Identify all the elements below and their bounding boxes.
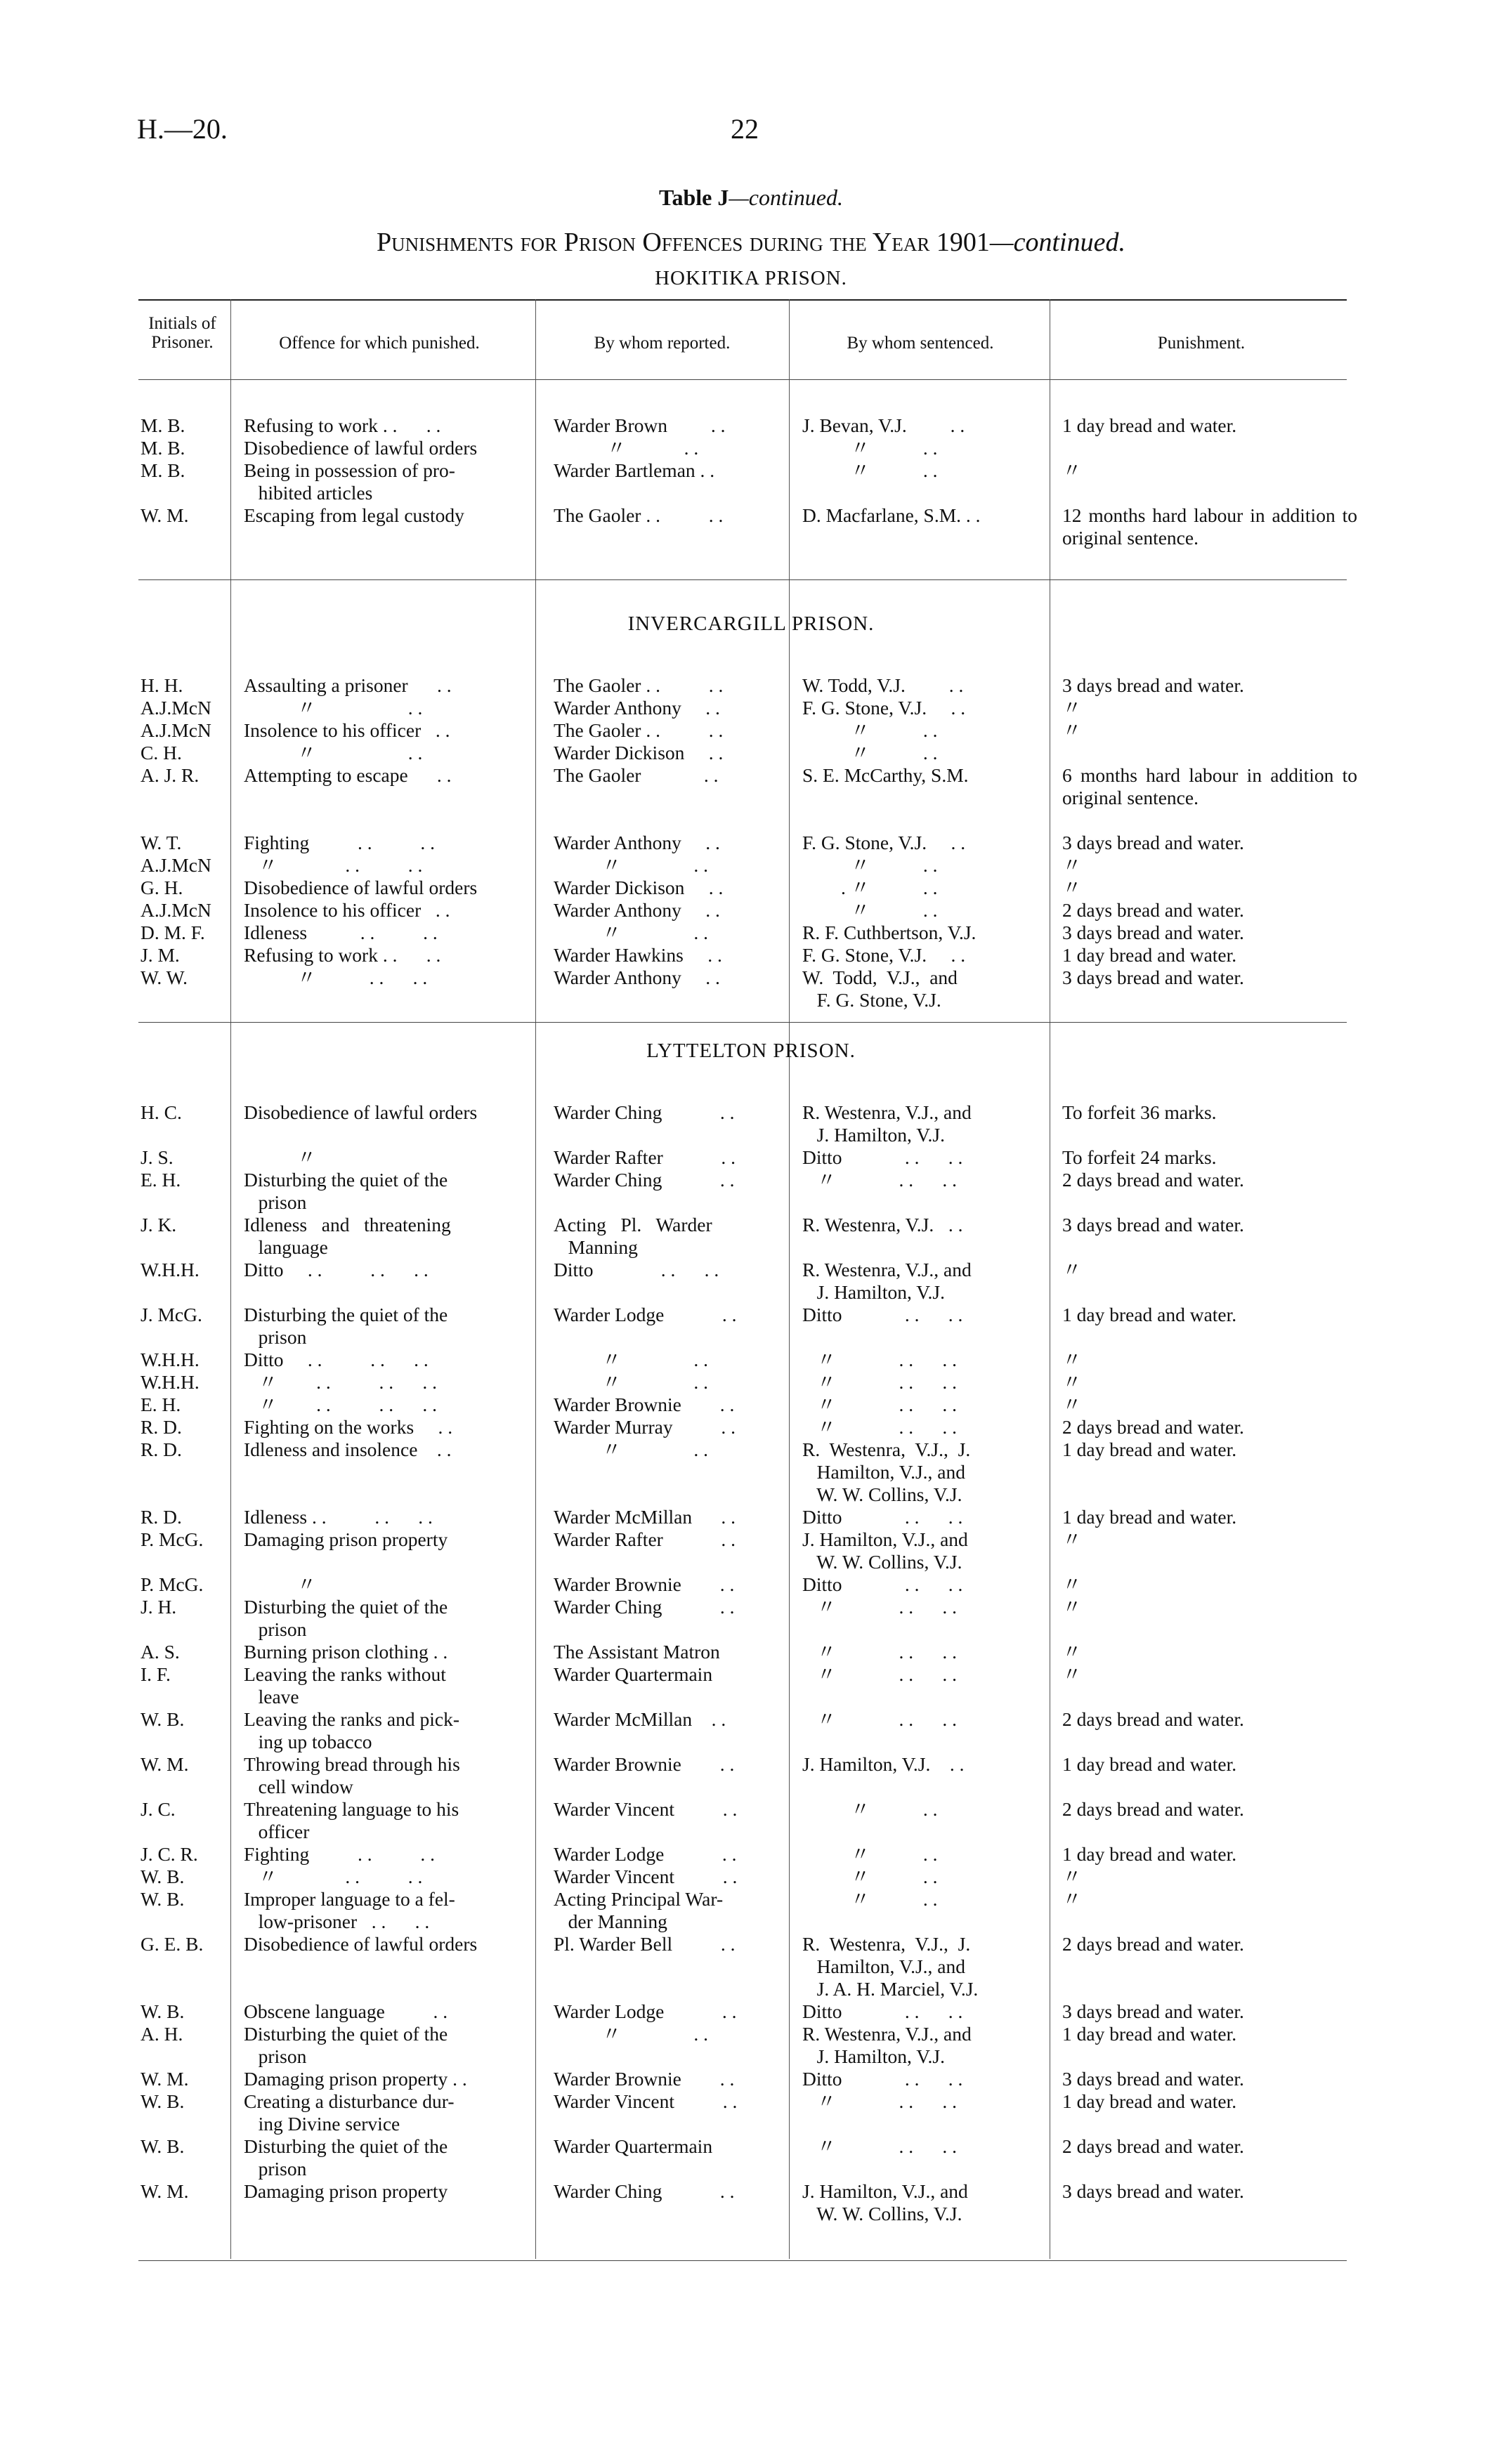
- punishment-cell: 2 days bread and water.: [1062, 1169, 1244, 1191]
- prisoner-initials: D. M. F.: [141, 922, 205, 943]
- prisoner-initials: W. B.: [141, 2090, 185, 2112]
- reported-by-cell: Acting Principal War- der Manning: [554, 1888, 724, 1932]
- sentenced-by-cell: 〃 . .: [802, 719, 938, 741]
- offence-cell: Disobedience of lawful orders: [244, 1933, 478, 1955]
- column-separator: [535, 299, 536, 2259]
- prisoner-initials: J. M.: [141, 944, 180, 966]
- offence-cell: Idleness and threatening language: [244, 1214, 451, 1258]
- prisoner-initials: E. H.: [141, 1394, 181, 1415]
- prisoner-initials: G. H.: [141, 877, 183, 898]
- punishment-cell: To forfeit 24 marks.: [1062, 1146, 1217, 1168]
- reported-by-cell: The Gaoler . .: [554, 764, 719, 786]
- offence-cell: Idleness and insolence . .: [244, 1439, 452, 1460]
- punishment-cell: To forfeit 36 marks.: [1062, 1101, 1217, 1123]
- offence-cell: Ditto . . . . . .: [244, 1259, 429, 1280]
- sentenced-by-cell: 〃 . .: [802, 899, 938, 921]
- punishment-cell: 〃: [1062, 1573, 1082, 1595]
- page-number: 22: [731, 113, 759, 145]
- reported-by-cell: Warder Brownie . .: [554, 2068, 735, 2090]
- sentenced-by-cell: 〃 . . . .: [802, 1708, 957, 1730]
- offence-cell: Fighting on the works . .: [244, 1416, 453, 1438]
- column-header-offence: Offence for which punished.: [279, 334, 480, 353]
- offence-cell: Leaving the ranks without leave: [244, 1663, 446, 1708]
- reported-by-cell: Warder Ching . .: [554, 1169, 735, 1191]
- sentenced-by-cell: F. G. Stone, V.J. . .: [802, 944, 966, 966]
- reported-by-cell: 〃 . .: [554, 922, 708, 943]
- reported-by-cell: Warder Brownie . .: [554, 1394, 735, 1415]
- punishment-cell: 〃: [1062, 854, 1082, 876]
- reported-by-cell: Warder Lodge . .: [554, 1304, 737, 1325]
- prisoner-initials: G. E. B.: [141, 1933, 204, 1955]
- prisoner-initials: I. F.: [141, 1663, 171, 1685]
- prisoner-initials: W.H.H.: [141, 1371, 200, 1393]
- punishment-cell: 〃: [1062, 1394, 1082, 1415]
- sentenced-by-cell: 〃 . . . .: [802, 1394, 957, 1415]
- prisoner-initials: A.J.McN: [141, 697, 211, 719]
- reported-by-cell: Ditto . . . .: [554, 1259, 719, 1280]
- offence-cell: Disobedience of lawful orders: [244, 437, 478, 459]
- sentenced-by-cell: R. Westenra, V.J., J. Hamilton, V.J., and W. W. Collins, V.J.: [802, 1439, 971, 1505]
- offence-cell: 〃 . .: [244, 697, 423, 719]
- sentenced-by-cell: J. Hamilton, V.J., and W. W. Collins, V.J.: [802, 2180, 968, 2224]
- sentenced-by-cell: R. Westenra, V.J., and J. Hamilton, V.J.: [802, 1101, 972, 1146]
- reported-by-cell: 〃 . .: [554, 854, 708, 876]
- punishment-cell: 1 day bread and water.: [1062, 1506, 1237, 1528]
- reported-by-cell: Warder Rafter . .: [554, 1528, 736, 1550]
- reported-by-cell: Acting Pl. Warder Manning: [554, 1214, 712, 1258]
- punishment-cell: 2 days bread and water.: [1062, 1798, 1244, 1820]
- prisoner-initials: W. T.: [141, 832, 182, 853]
- offence-cell: Fighting . . . .: [244, 832, 435, 853]
- sentenced-by-cell: W. Todd, V.J. . .: [802, 674, 964, 696]
- prisoner-initials: W. M.: [141, 1753, 189, 1775]
- prisoner-initials: J. McG.: [141, 1304, 202, 1325]
- reported-by-cell: Warder Dickison . .: [554, 742, 724, 764]
- table-title: Table J—continued.: [659, 185, 843, 210]
- punishment-cell: 〃: [1062, 877, 1082, 898]
- sentenced-by-cell: S. E. McCarthy, S.M.: [802, 764, 969, 786]
- prisoner-initials: J. C.: [141, 1798, 176, 1820]
- prisoner-initials: M. B.: [141, 437, 185, 459]
- offence-cell: Disturbing the quiet of the prison: [244, 2023, 448, 2067]
- prisoner-initials: R. D.: [141, 1506, 182, 1528]
- prisoner-initials: H. H.: [141, 674, 183, 696]
- sentenced-by-cell: J. Hamilton, V.J., and W. W. Collins, V.J.: [802, 1528, 968, 1573]
- prisoner-initials: A. H.: [141, 2023, 183, 2045]
- reported-by-cell: Warder Bartleman . .: [554, 459, 715, 481]
- section-divider: [138, 1022, 1347, 1023]
- punishment-cell: 3 days bread and water.: [1062, 922, 1244, 943]
- sentenced-by-cell: 〃 . . . .: [802, 2135, 957, 2157]
- offence-cell: Ditto . . . . . .: [244, 1349, 429, 1370]
- prisoner-initials: A.J.McN: [141, 854, 211, 876]
- prisoner-initials: W. B.: [141, 1888, 185, 1910]
- offence-cell: Refusing to work . . . .: [244, 414, 441, 436]
- offence-cell: Disturbing the quiet of the prison: [244, 1169, 448, 1213]
- sentenced-by-cell: W. Todd, V.J., and F. G. Stone, V.J.: [802, 966, 958, 1011]
- prisoner-initials: R. D.: [141, 1416, 182, 1438]
- offence-cell: Disobedience of lawful orders: [244, 1101, 478, 1123]
- prisoner-initials: M. B.: [141, 459, 185, 481]
- offence-cell: Obscene language . .: [244, 2000, 448, 2022]
- punishment-cell: 1 day bread and water.: [1062, 1843, 1237, 1865]
- table-bottom-rule: [138, 2260, 1347, 2261]
- sentenced-by-cell: 〃 . .: [802, 1798, 938, 1820]
- punishment-cell: 〃: [1062, 1641, 1082, 1663]
- offence-cell: Idleness . . . . . .: [244, 1506, 433, 1528]
- sentenced-by-cell: Ditto . . . .: [802, 1506, 963, 1528]
- prisoner-initials: H. C.: [141, 1101, 182, 1123]
- punishment-cell: 3 days bread and water.: [1062, 674, 1244, 696]
- sentenced-by-cell: Ditto . . . .: [802, 1573, 963, 1595]
- prison-heading: INVERCARGILL PRISON.: [627, 612, 875, 635]
- punishment-cell: 6 months hard labour in addition to original sentence.: [1062, 764, 1357, 808]
- punishment-cell: 〃: [1062, 1663, 1082, 1685]
- reported-by-cell: Warder Lodge . .: [554, 1843, 737, 1865]
- punishment-cell: 2 days bread and water.: [1062, 2135, 1244, 2157]
- offence-cell: 〃 . .: [244, 742, 423, 764]
- punishment-cell: 2 days bread and water.: [1062, 1708, 1244, 1730]
- punishment-cell: 3 days bread and water.: [1062, 2000, 1244, 2022]
- reported-by-cell: The Gaoler . . . .: [554, 674, 724, 696]
- prisoner-initials: W.H.H.: [141, 1259, 200, 1280]
- sentenced-by-cell: R. Westenra, V.J., and J. Hamilton, V.J.: [802, 1259, 972, 1303]
- prison-heading: LYTTELTON PRISON.: [646, 1040, 856, 1062]
- punishment-cell: 〃: [1062, 697, 1082, 719]
- prison-heading: HOKITIKA PRISON.: [655, 267, 847, 289]
- sentenced-by-cell: 〃 . .: [802, 459, 938, 481]
- punishment-cell: 〃: [1062, 1349, 1082, 1370]
- reported-by-cell: Warder Ching . .: [554, 1101, 735, 1123]
- sentenced-by-cell: 〃 . . . .: [802, 1641, 957, 1663]
- punishment-cell: 3 days bread and water.: [1062, 2180, 1244, 2202]
- prisoner-initials: A. J. R.: [141, 764, 200, 786]
- punishment-cell: 〃: [1062, 1259, 1082, 1280]
- reported-by-cell: Warder Brown . .: [554, 414, 726, 436]
- punishment-cell: 1 day bread and water.: [1062, 1753, 1237, 1775]
- reported-by-cell: 〃 . .: [554, 1439, 708, 1460]
- sentenced-by-cell: 〃 . .: [802, 437, 938, 459]
- punishment-cell: 1 day bread and water.: [1062, 2023, 1237, 2045]
- punishment-cell: 〃: [1062, 1888, 1082, 1910]
- reported-by-cell: Warder Rafter . .: [554, 1146, 736, 1168]
- punishment-cell: 2 days bread and water.: [1062, 1933, 1244, 1955]
- offence-cell: 〃 . . . .: [244, 966, 428, 988]
- sentenced-by-cell: D. Macfarlane, S.M. . .: [802, 504, 981, 526]
- column-header-sentenced: By whom sentenced.: [847, 334, 994, 353]
- reported-by-cell: Pl. Warder Bell . .: [554, 1933, 736, 1955]
- offence-cell: Damaging prison property: [244, 1528, 448, 1550]
- sentenced-by-cell: 〃 . . . .: [802, 1596, 957, 1618]
- sentenced-by-cell: Ditto . . . .: [802, 2068, 963, 2090]
- offence-cell: Damaging prison property: [244, 2180, 448, 2202]
- offence-cell: 〃 . . . .: [244, 1866, 423, 1887]
- prisoner-initials: W. M.: [141, 2180, 189, 2202]
- reported-by-cell: Warder Ching . .: [554, 2180, 735, 2202]
- reported-by-cell: Warder Anthony . .: [554, 899, 720, 921]
- offence-cell: Burning prison clothing . .: [244, 1641, 448, 1663]
- punishment-cell: 〃: [1062, 459, 1082, 481]
- offence-cell: Creating a disturbance dur- ing Divine service: [244, 2090, 455, 2135]
- prisoner-initials: A. S.: [141, 1641, 180, 1663]
- punishment-cell: 1 day bread and water.: [1062, 1439, 1237, 1460]
- prisoner-initials: R. D.: [141, 1439, 182, 1460]
- punishment-cell: 〃: [1062, 1596, 1082, 1618]
- offence-cell: Fighting . . . .: [244, 1843, 435, 1865]
- reported-by-cell: 〃 . .: [554, 1371, 708, 1393]
- offence-cell: Insolence to his officer . .: [244, 899, 450, 921]
- reported-by-cell: Warder Anthony . .: [554, 832, 720, 853]
- offence-cell: Assaulting a prisoner . .: [244, 674, 452, 696]
- punishment-cell: 〃: [1062, 1866, 1082, 1887]
- reported-by-cell: Warder Murray . .: [554, 1416, 736, 1438]
- reported-by-cell: Warder Brownie . .: [554, 1753, 735, 1775]
- sentenced-by-cell: Ditto . . . .: [802, 1146, 963, 1168]
- reported-by-cell: Warder Hawkins . .: [554, 944, 722, 966]
- offence-cell: Idleness . . . .: [244, 922, 438, 943]
- reported-by-cell: Warder Anthony . .: [554, 966, 720, 988]
- sentenced-by-cell: Ditto . . . .: [802, 2000, 963, 2022]
- offence-cell: Disturbing the quiet of the prison: [244, 2135, 448, 2180]
- sentenced-by-cell: R. Westenra, V.J., J. Hamilton, V.J., and J. A. H. Marciel, V.J.: [802, 1933, 979, 2000]
- reported-by-cell: The Assistant Matron: [554, 1641, 720, 1663]
- offence-cell: Throwing bread through his cell window: [244, 1753, 460, 1797]
- reported-by-cell: 〃 . .: [554, 1349, 708, 1370]
- sentenced-by-cell: F. G. Stone, V.J. . .: [802, 832, 966, 853]
- header-bottom-rule: [138, 379, 1347, 380]
- offence-cell: Being in possession of pro- hibited articles: [244, 459, 455, 504]
- sentenced-by-cell: 〃 . .: [802, 1888, 938, 1910]
- column-separator: [230, 299, 231, 2259]
- punishment-cell: 1 day bread and water.: [1062, 1304, 1237, 1325]
- punishment-cell: 〃: [1062, 719, 1082, 741]
- sentenced-by-cell: J. Hamilton, V.J. . .: [802, 1753, 965, 1775]
- offence-cell: Disturbing the quiet of the prison: [244, 1596, 448, 1640]
- prisoner-initials: J. H.: [141, 1596, 177, 1618]
- reported-by-cell: Warder Anthony . .: [554, 697, 720, 719]
- offence-cell: 〃: [244, 1146, 317, 1168]
- sentenced-by-cell: 〃 . . . .: [802, 1371, 957, 1393]
- punishment-cell: 2 days bread and water.: [1062, 899, 1244, 921]
- sentenced-by-cell: 〃 . .: [802, 1866, 938, 1887]
- prisoner-initials: W. M.: [141, 2068, 189, 2090]
- document-reference: H.—20.: [137, 113, 228, 145]
- punishment-cell: 3 days bread and water.: [1062, 1214, 1244, 1236]
- prisoner-initials: W.H.H.: [141, 1349, 200, 1370]
- sentenced-by-cell: 〃 . . . .: [802, 1663, 957, 1685]
- table-subtitle: Punishments for Prison Offences during the Year 1901—continued.: [377, 228, 1125, 257]
- punishment-cell: 1 day bread and water.: [1062, 414, 1237, 436]
- prisoner-initials: P. McG.: [141, 1573, 204, 1595]
- sentenced-by-cell: . 〃 . .: [802, 877, 938, 898]
- top-rule: [138, 299, 1347, 301]
- prisoner-initials: W. M.: [141, 504, 189, 526]
- sentenced-by-cell: 〃 . . . .: [802, 1349, 957, 1370]
- offence-cell: 〃 . . . . . .: [244, 1371, 437, 1393]
- column-separator: [789, 299, 790, 2259]
- offence-cell: Disturbing the quiet of the prison: [244, 1304, 448, 1348]
- reported-by-cell: Warder Lodge . .: [554, 2000, 737, 2022]
- column-header-reported: By whom reported.: [594, 334, 731, 353]
- prisoner-initials: A.J.McN: [141, 899, 211, 921]
- reported-by-cell: Warder McMillan . .: [554, 1506, 736, 1528]
- prisoner-initials: E. H.: [141, 1169, 181, 1191]
- reported-by-cell: Warder Brownie . .: [554, 1573, 735, 1595]
- reported-by-cell: Warder Quartermain: [554, 2135, 713, 2157]
- reported-by-cell: The Gaoler . . . .: [554, 504, 724, 526]
- punishment-cell: 2 days bread and water.: [1062, 1416, 1244, 1438]
- prisoner-initials: W. B.: [141, 2135, 185, 2157]
- column-header-initials: Initials of Prisoner.: [148, 314, 216, 352]
- sentenced-by-cell: R. Westenra, V.J. . .: [802, 1214, 963, 1236]
- sentenced-by-cell: 〃 . . . .: [802, 2090, 957, 2112]
- reported-by-cell: Warder Vincent . .: [554, 2090, 738, 2112]
- sentenced-by-cell: R. Westenra, V.J., and J. Hamilton, V.J.: [802, 2023, 972, 2067]
- offence-cell: Attempting to escape . .: [244, 764, 452, 786]
- offence-cell: Disobedience of lawful orders: [244, 877, 478, 898]
- offence-cell: Improper language to a fel- low-prisoner . . . .: [244, 1888, 455, 1932]
- reported-by-cell: The Gaoler . . . .: [554, 719, 724, 741]
- offence-cell: Threatening language to his officer: [244, 1798, 459, 1842]
- punishment-cell: 3 days bread and water.: [1062, 832, 1244, 853]
- prisoner-initials: J. K.: [141, 1214, 177, 1236]
- prisoner-initials: P. McG.: [141, 1528, 204, 1550]
- reported-by-cell: 〃 . .: [554, 437, 699, 459]
- offence-cell: 〃 . . . .: [244, 854, 423, 876]
- sentenced-by-cell: J. Bevan, V.J. . .: [802, 414, 965, 436]
- punishment-cell: 1 day bread and water.: [1062, 2090, 1237, 2112]
- prisoner-initials: W. B.: [141, 1708, 185, 1730]
- punishment-cell: 〃: [1062, 1528, 1082, 1550]
- sentenced-by-cell: 〃 . . . .: [802, 1169, 957, 1191]
- punishment-cell: 〃: [1062, 1371, 1082, 1393]
- sentenced-by-cell: Ditto . . . .: [802, 1304, 963, 1325]
- section-divider: [138, 579, 1347, 580]
- prisoner-initials: J. C. R.: [141, 1843, 198, 1865]
- reported-by-cell: Warder Vincent . .: [554, 1866, 738, 1887]
- reported-by-cell: Warder McMillan . .: [554, 1708, 726, 1730]
- sentenced-by-cell: 〃 . . . .: [802, 1416, 957, 1438]
- sentenced-by-cell: R. F. Cuthbertson, V.J.: [802, 922, 977, 943]
- reported-by-cell: Warder Ching . .: [554, 1596, 735, 1618]
- punishment-cell: 12 months hard labour in addition to original sentence.: [1062, 504, 1357, 549]
- sentenced-by-cell: 〃 . .: [802, 742, 938, 764]
- offence-cell: Refusing to work . . . .: [244, 944, 441, 966]
- sentenced-by-cell: F. G. Stone, V.J. . .: [802, 697, 966, 719]
- reported-by-cell: 〃 . .: [554, 2023, 708, 2045]
- reported-by-cell: Warder Quartermain: [554, 1663, 713, 1685]
- prisoner-initials: W. W.: [141, 966, 188, 988]
- reported-by-cell: Warder Vincent . .: [554, 1798, 738, 1820]
- prisoner-initials: J. S.: [141, 1146, 174, 1168]
- punishment-cell: 3 days bread and water.: [1062, 2068, 1244, 2090]
- reported-by-cell: Warder Dickison . .: [554, 877, 724, 898]
- offence-cell: Insolence to his officer . .: [244, 719, 450, 741]
- column-header-punishment: Punishment.: [1157, 334, 1246, 353]
- prisoner-initials: W. B.: [141, 1866, 185, 1887]
- sentenced-by-cell: 〃 . .: [802, 1843, 938, 1865]
- punishment-cell: 1 day bread and water.: [1062, 944, 1237, 966]
- offence-cell: Escaping from legal custody: [244, 504, 464, 526]
- offence-cell: Damaging prison property . .: [244, 2068, 467, 2090]
- prisoner-initials: M. B.: [141, 414, 185, 436]
- offence-cell: 〃 . . . . . .: [244, 1394, 437, 1415]
- prisoner-initials: W. B.: [141, 2000, 185, 2022]
- prisoner-initials: C. H.: [141, 742, 182, 764]
- sentenced-by-cell: 〃 . .: [802, 854, 938, 876]
- offence-cell: 〃: [244, 1573, 317, 1595]
- punishment-cell: 3 days bread and water.: [1062, 966, 1244, 988]
- prisoner-initials: A.J.McN: [141, 719, 211, 741]
- offence-cell: Leaving the ranks and pick- ing up tobacco: [244, 1708, 459, 1752]
